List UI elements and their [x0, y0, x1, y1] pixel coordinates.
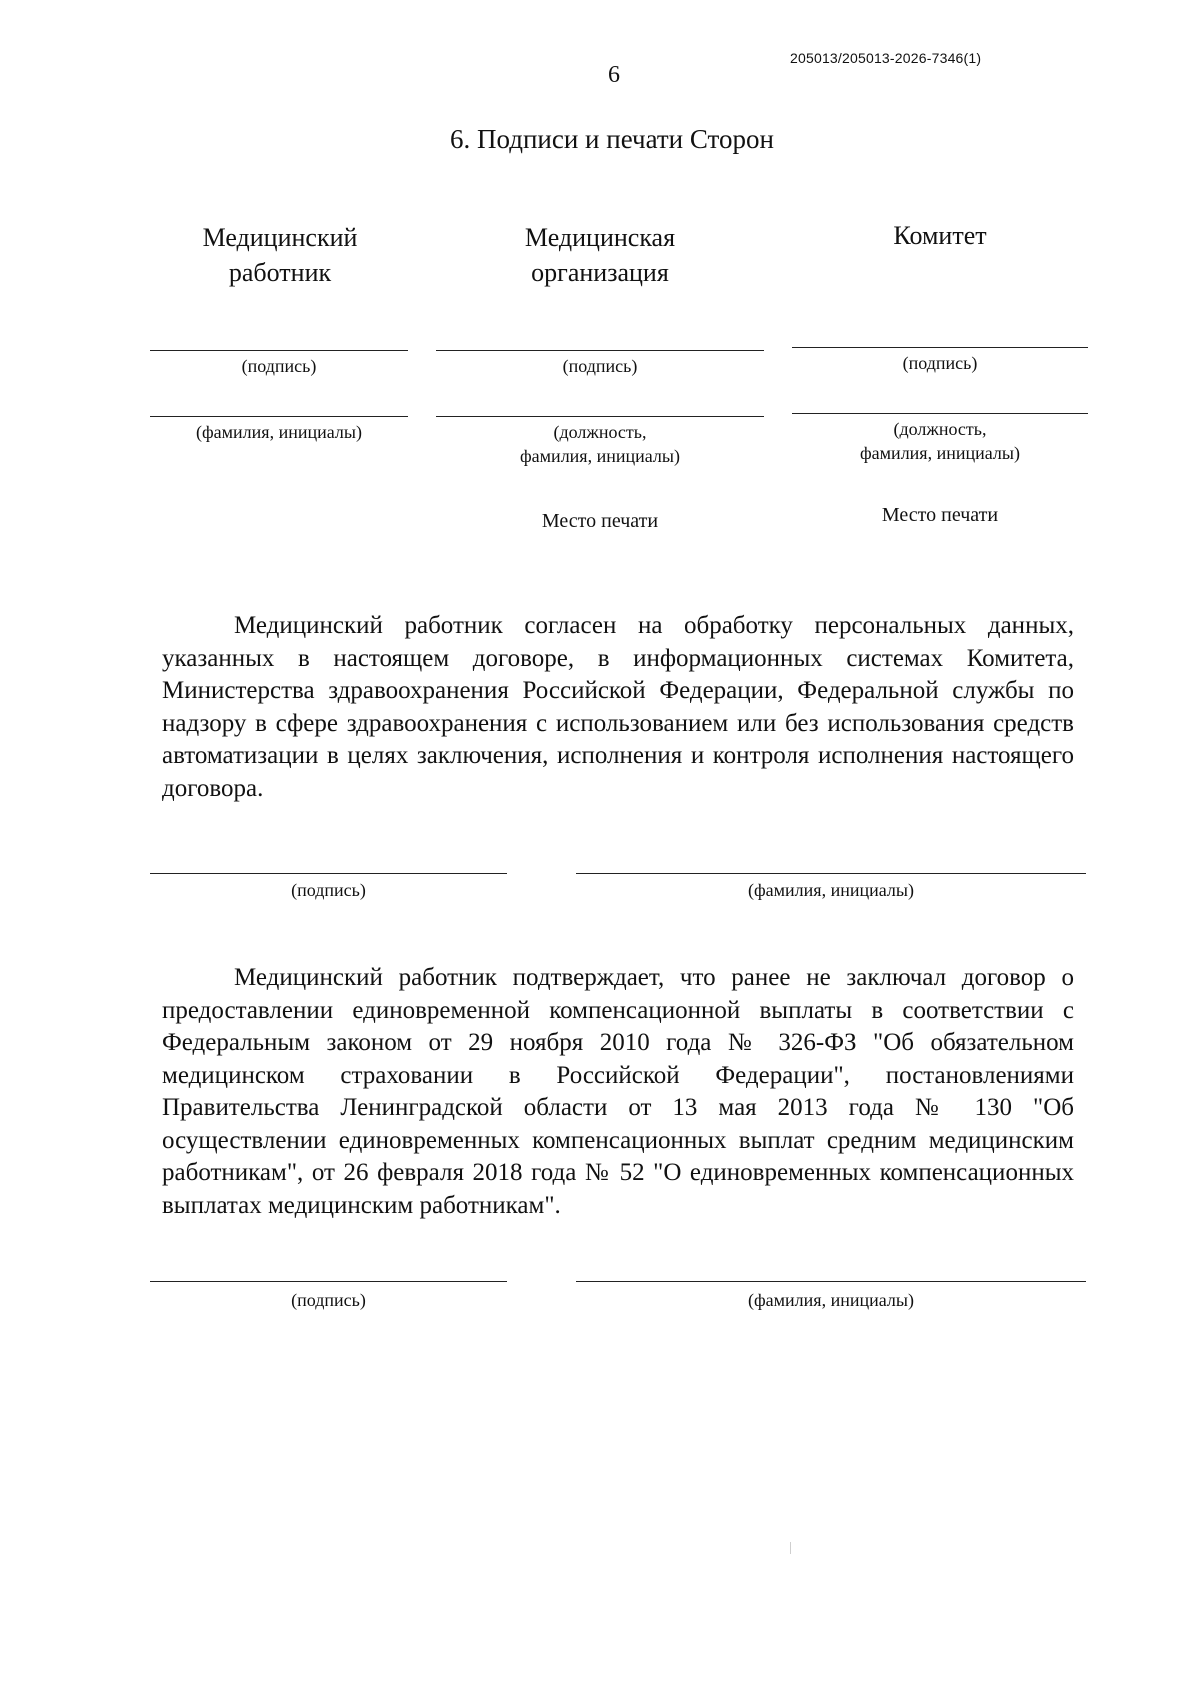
section-title: 6. Подписи и печати Сторон [450, 124, 774, 154]
name-line-medical-worker[interactable] [150, 416, 408, 417]
scan-speck [790, 1542, 791, 1554]
confirmation-signature-line[interactable] [150, 1281, 507, 1282]
name-caption-line: фамилия, инициалы) [520, 446, 680, 466]
party-heading-committee [810, 218, 1070, 253]
name-caption-line: фамилия, инициалы) [860, 443, 1020, 463]
party-heading-medical-worker [150, 220, 410, 290]
confirmation-signature-caption: (подпись) [291, 1290, 366, 1310]
party-heading-line: Комитет [893, 221, 987, 250]
consent-name-caption: (фамилия, инициалы) [748, 880, 914, 900]
party-heading-line: работник [228, 258, 332, 287]
signature-line-medical-organization[interactable] [436, 350, 764, 351]
confirmation-name-line[interactable] [576, 1281, 1086, 1282]
consent-signature-line[interactable] [150, 873, 507, 874]
name-caption [150, 420, 408, 444]
consent-signature-caption: (подпись) [291, 880, 366, 900]
party-heading-medical-organization [455, 220, 745, 290]
name-caption [792, 417, 1088, 465]
party-heading-line: организация [531, 258, 669, 287]
page-number: 6 [608, 62, 620, 88]
name-caption-line: (должность, [553, 422, 647, 442]
consent-paragraph: Медицинский работник согласен на обработку персональных данных, указанных в настоящем договоре, в информационных системах Комитета, Министерства здравоохранения Российской Федерации, Федеральной службы по надзору в сфере здравоохранения с использованием или без использования средств автоматизации в целях заключения, исполнения и контроля исполнения настоящего договора. [162, 612, 1074, 802]
name-line-committee[interactable] [792, 413, 1088, 414]
name-caption [436, 420, 764, 468]
document-id: 205013/205013-2026-7346(1) [790, 50, 982, 66]
consent-name-line[interactable] [576, 873, 1086, 874]
stamp-label-medical-organization: Место печати [541, 510, 659, 532]
name-caption-line: (фамилия, инициалы) [196, 422, 362, 442]
signature-caption: (подпись) [562, 356, 638, 376]
confirmation-paragraph: Медицинский работник подтверждает, что ранее не заключал договор о предоставлении единовременной компенсационной выплаты в соответствии с Федеральным законом от 29 ноября 2010 года № 326-ФЗ "Об обязательном медицинском страховании в Российской Федерации", постановлениями Правительства Ленинградской области от 13 мая 2013 года № 130 "Об осуществлении единовременных компенсационных выплат средним медицинским работникам", от 26 февраля 2018 года № 52 "О единовременных компенсационных выплатах медицинским работникам". [162, 964, 1074, 1219]
signature-caption: (подпись) [241, 356, 317, 376]
signature-caption: (подпись) [902, 353, 978, 373]
name-line-medical-organization[interactable] [436, 416, 764, 417]
signature-line-medical-worker[interactable] [150, 350, 408, 351]
party-heading-line: Медицинская [524, 223, 676, 252]
name-caption-line: (должность, [893, 419, 987, 439]
party-heading-line: Медицинский [202, 223, 358, 252]
signature-line-committee[interactable] [792, 347, 1088, 348]
stamp-label-committee: Место печати [881, 504, 999, 526]
confirmation-name-caption: (фамилия, инициалы) [748, 1290, 914, 1310]
